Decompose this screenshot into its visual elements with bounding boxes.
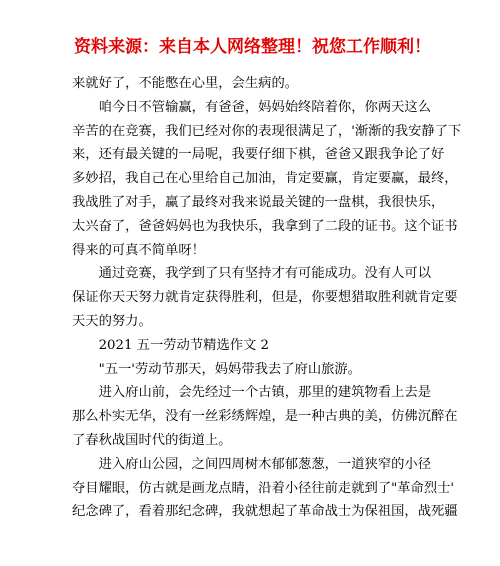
text-line: 辛苦的在竞赛，我们已经对你的表现很满足了，'渐渐的我安静了下 (72, 123, 462, 139)
text-line: 咱今日不管输赢，有爸爸，妈妈始终陪着你，你两天这么 (98, 99, 432, 115)
paragraph-1 (72, 72, 424, 96)
text-line: 来就好了，不能憋在心里，会生病的。 (72, 76, 299, 91)
text-line: 保证你天天努力就肯定获得胜利，但是，你要想猎取胜利就肯定要 (72, 290, 458, 306)
text-line: 那么朴实无华，没有一丝彩绣辉煌，是一种古典的美，仿佛沉醉在 (72, 409, 458, 425)
text-line: 多妙招，我自己在心里给自己加油，肯定要赢，肯定要赢，最终， (72, 171, 458, 187)
text-line: 来，还有最关键的一局呢，我要仔细下棋，爸爸又跟我争论了好 (72, 147, 445, 163)
text-line: 我战胜了对手，赢了最终对我来说最关键的一盘棋，我很快乐， (72, 194, 445, 210)
text-line: 2021 五一劳动节精选作文 2 (98, 337, 270, 353)
paragraph-6 (72, 453, 458, 524)
section-heading (72, 334, 424, 358)
text-line: "五一'劳动节那天，妈妈带我去了府山旅游。 (98, 361, 362, 377)
paragraph-3 (72, 262, 458, 333)
paragraph-5 (72, 381, 458, 452)
text-line: 纪念碑了，看着那纪念碑，我就想起了革命战士为保祖国，战死疆 (72, 504, 458, 520)
text-line: 夺目耀眼，仿古就是画龙点睛，沿着小径往前走就到了"革命烈士' (72, 480, 455, 496)
text-line: 天天的努力。 (72, 313, 152, 329)
text-line: 太兴奋了，爸爸妈妈也为我快乐，我拿到了二段的证书。这个证书 (72, 218, 458, 234)
text-line: 得来的可真不简单呀！ (72, 242, 205, 258)
paragraph-2 (72, 96, 462, 263)
text-line: 进入府山公园，之间四周树木郁郁葱葱，一道狭窄的小径 (98, 456, 432, 472)
document-body (72, 72, 462, 524)
text-line: 进入府山前，会先经过一个古镇，那里的建筑物看上去是 (98, 385, 432, 401)
text-line: 了春秋战国时代的街道上。 (72, 432, 232, 448)
paragraph-4 (72, 358, 424, 382)
text-line: 通过竞赛，我学到了只有坚持才有可能成功。没有人可以 (98, 266, 432, 282)
source-header: 资料来源：来自本人网络整理！祝您工作顺利！ (74, 37, 431, 57)
